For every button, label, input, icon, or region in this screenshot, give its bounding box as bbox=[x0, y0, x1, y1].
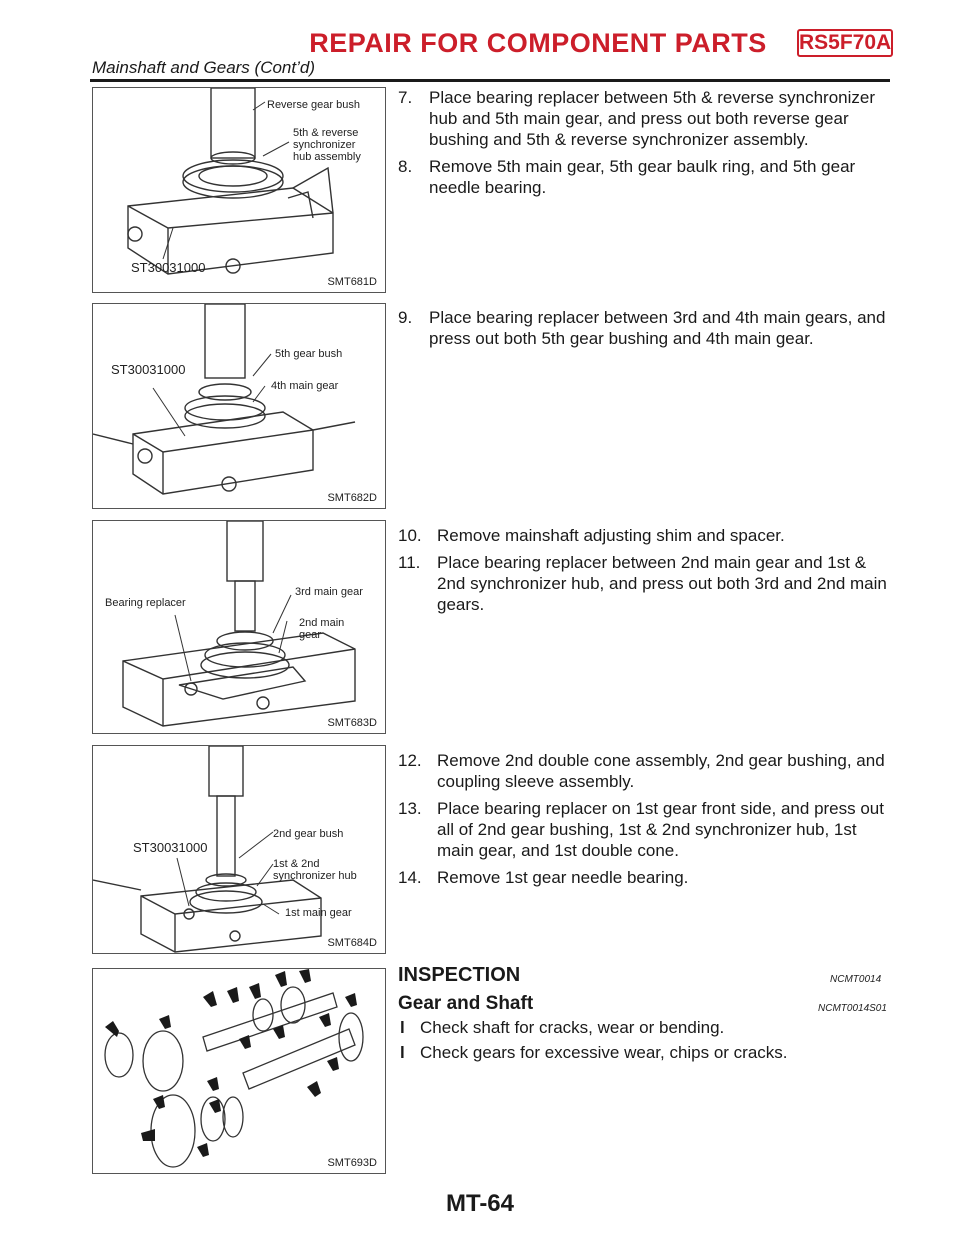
step-item bbox=[398, 552, 890, 615]
step-item bbox=[398, 798, 890, 861]
step-number: 14. bbox=[398, 868, 422, 887]
step-text: Place bearing replacer on 1st gear front side, and press out all of 2nd gear bushing, 1st & 2nd synchronizer hub, 1st main gear, and 1st double cone. bbox=[437, 799, 884, 860]
step-text: Remove 5th main gear, 5th gear baulk ring, and 5th gear needle bearing. bbox=[429, 157, 856, 197]
inspection-code: NCMT0014 bbox=[830, 974, 882, 985]
figure-label: Bearing replacer bbox=[105, 597, 186, 609]
gear-shaft-title: Gear and Shaft bbox=[398, 993, 534, 1014]
figure-code: SMT693D bbox=[327, 1157, 377, 1169]
model-badge: RS5F70A bbox=[797, 29, 893, 57]
figure-code: SMT682D bbox=[327, 492, 377, 504]
step-text: Remove 2nd double cone assembly, 2nd gear bushing, and coupling sleeve assembly. bbox=[437, 751, 885, 791]
figure-smt683d bbox=[92, 520, 386, 734]
steps-group-1 bbox=[398, 87, 890, 204]
inspection-checklist bbox=[398, 1017, 890, 1067]
bullet-icon: l bbox=[400, 1018, 405, 1037]
figure-label: 1st & 2nd bbox=[273, 858, 320, 870]
gear-shaft-code: NCMT0014S01 bbox=[818, 1003, 887, 1014]
header-divider bbox=[90, 79, 890, 82]
step-item bbox=[398, 307, 890, 349]
figure-label: 2nd gear bush bbox=[273, 828, 344, 840]
figure-label: Reverse gear bush bbox=[267, 99, 360, 111]
step-item bbox=[398, 750, 890, 792]
step-number: 12. bbox=[398, 751, 422, 770]
press-5th-gear-illustration bbox=[93, 304, 386, 509]
figure-label: gear bbox=[299, 629, 322, 641]
figure-label: ST30031000 bbox=[131, 260, 206, 275]
step-text: Remove 1st gear needle bearing. bbox=[437, 868, 689, 887]
figure-label: 5th gear bush bbox=[275, 348, 343, 360]
step-item bbox=[398, 156, 890, 198]
step-text: Place bearing replacer between 2nd main gear and 1st & 2nd synchronizer hub, and press out both 3rd and 2nd main gears. bbox=[437, 553, 887, 614]
figure-smt684d bbox=[92, 745, 386, 954]
figure-label: 2nd main bbox=[299, 617, 345, 629]
list-item-text: Check shaft for cracks, wear or bending. bbox=[420, 1018, 725, 1037]
step-item bbox=[398, 867, 890, 888]
step-number: 11. bbox=[398, 553, 421, 572]
steps-group-3 bbox=[398, 525, 890, 621]
gear-inspection-illustration bbox=[93, 969, 386, 1174]
list-item bbox=[398, 1017, 890, 1038]
step-number: 8. bbox=[398, 157, 413, 176]
step-text: Remove mainshaft adjusting shim and spacer. bbox=[437, 526, 785, 545]
figure-smt681d bbox=[92, 87, 386, 293]
figure-label: 3rd main gear bbox=[295, 586, 363, 598]
figure-label: ST30031000 bbox=[111, 362, 186, 377]
step-item bbox=[398, 87, 890, 150]
figure-label: 5th & reverse bbox=[293, 127, 359, 139]
figure-smt693d bbox=[92, 968, 386, 1174]
steps-group-4 bbox=[398, 750, 890, 894]
figure-label: hub assembly bbox=[293, 151, 361, 163]
figure-label: synchronizer hub bbox=[273, 870, 357, 882]
inspection-title: INSPECTION bbox=[398, 964, 521, 986]
bullet-icon: l bbox=[400, 1043, 405, 1062]
step-text: Place bearing replacer between 5th & reverse synchronizer hub and 5th main gear, and press out both reverse gear bushing and 5th & reverse synchronizer assembly. bbox=[429, 88, 876, 149]
step-number: 9. bbox=[398, 308, 413, 327]
figure-code: SMT681D bbox=[327, 276, 377, 288]
step-number: 7. bbox=[398, 88, 413, 107]
section-subtitle: Mainshaft and Gears (Cont’d) bbox=[92, 58, 315, 77]
figure-label: 4th main gear bbox=[271, 380, 339, 392]
list-item-text: Check gears for excessive wear, chips or cracks. bbox=[420, 1043, 788, 1062]
figure-label: ST30031000 bbox=[133, 840, 208, 855]
steps-group-2 bbox=[398, 307, 890, 355]
step-text: Place bearing replacer between 3rd and 4th main gears, and press out both 5th gear bushing and 4th main gear. bbox=[429, 308, 886, 348]
figure-label: 1st main gear bbox=[285, 907, 352, 919]
step-number: 13. bbox=[398, 799, 422, 818]
figure-label: synchronizer bbox=[293, 139, 356, 151]
step-item bbox=[398, 525, 890, 546]
step-number: 10. bbox=[398, 526, 422, 545]
page-header-title: REPAIR FOR COMPONENT PARTS bbox=[309, 28, 767, 58]
page-number: MT-64 bbox=[445, 1190, 514, 1217]
figure-smt682d bbox=[92, 303, 386, 509]
list-item bbox=[398, 1042, 890, 1063]
figure-code: SMT684D bbox=[327, 937, 377, 949]
figure-code: SMT683D bbox=[327, 717, 377, 729]
